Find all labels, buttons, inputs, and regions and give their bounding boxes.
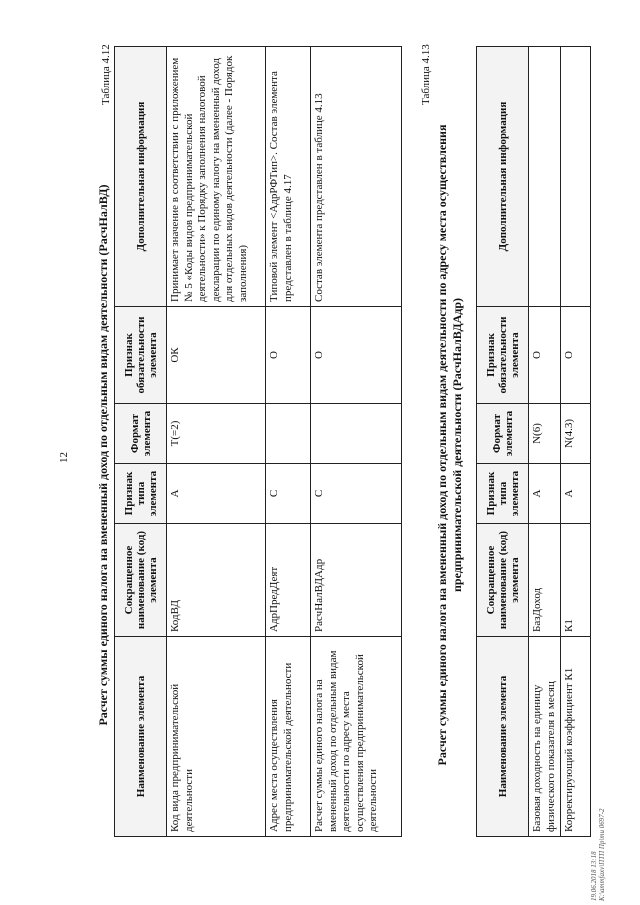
table-13-header: Дополнительная информация (477, 47, 529, 307)
table-cell: А (561, 464, 591, 524)
table-13-header: Наименование элемента (477, 637, 529, 837)
table-cell: О (561, 307, 591, 404)
table-12-header: Формат элемента (115, 404, 167, 464)
table-cell: А (529, 464, 561, 524)
table-cell: Расчет суммы единого налога на вмененный доход по отдельным видам деятельности по адресу места осуществления предпринимательской деятельности (311, 637, 402, 837)
table-cell: Принимает значение в соответствии с приложением № 5 «Коды видов предпринимательской деятельности» к Порядку заполнения налоговой декларации по единому налогу на вмененный доход для отдельных видов деятельности (далее - Порядок заполнения) (167, 47, 266, 307)
footer-path: К:\ammfaxv\ПТП Пр\ти 0697-2 (598, 808, 606, 901)
table-row (167, 47, 266, 837)
table-cell (311, 404, 402, 464)
table-cell: АдрПредДеят (266, 524, 311, 637)
table-row (266, 47, 311, 837)
table-12-caption: Расчет суммы единого налога на вмененный доход по отдельным видам деятельности (РасчНалВД) (96, 184, 110, 726)
table-13 (476, 46, 591, 837)
page-number: 12 (58, 452, 70, 463)
table-cell: КодВД (167, 524, 266, 637)
table-13-header: Признак обязательности элемента (477, 307, 529, 404)
table-cell: О (529, 307, 561, 404)
table-cell: Код вида предпринимательской деятельности (167, 637, 266, 837)
table-12-header: Дополнительная информация (115, 47, 167, 307)
table-cell: К1 (561, 524, 591, 637)
table-cell (529, 47, 561, 307)
table-cell (266, 404, 311, 464)
table-cell: Адрес места осуществления предпринимательской деятельности (266, 637, 311, 837)
table-12-header: Признак обязательности элемента (115, 307, 167, 404)
table-12-label: Таблица 4.12 (100, 44, 112, 105)
table-13-caption-line: Расчет суммы единого налога на вмененный доход по отдельным видам деятельности по адресу места осуществления (435, 124, 449, 766)
table-cell: N(4.3) (561, 404, 591, 464)
table-cell: А (167, 464, 266, 524)
table-13-header: Формат элемента (477, 404, 529, 464)
table-12-header-row (115, 47, 167, 837)
table-row (311, 47, 402, 837)
footer-date: 19.06.2018 13:18 (590, 851, 598, 901)
table-13-caption-line: предпринимательской деятельности (РасчНалВДАдр) (450, 297, 464, 593)
table-cell: РасчНалВДАдр (311, 524, 402, 637)
table-cell: Базовая доходность на единицу физического показателя в месяц (529, 637, 561, 837)
table-cell: БазДоход (529, 524, 561, 637)
table-13-caption (435, 55, 465, 835)
table-12 (114, 46, 402, 837)
table-cell (561, 47, 591, 307)
table-12-header: Признак типа элемента (115, 464, 167, 524)
table-cell: С (266, 464, 311, 524)
table-cell: T(=2) (167, 404, 266, 464)
table-row (529, 47, 561, 837)
table-13-header-row (477, 47, 529, 837)
table-cell: С (311, 464, 402, 524)
table-cell: Корректирующий коэффициент К1 (561, 637, 591, 837)
table-cell: Состав элемента представлен в таблице 4.13 (311, 47, 402, 307)
table-cell: О (311, 307, 402, 404)
table-row (561, 47, 591, 837)
table-cell: N(6) (529, 404, 561, 464)
table-cell: О (266, 307, 311, 404)
table-13-header: Признак типа элемента (477, 464, 529, 524)
table-13-label: Таблица 4.13 (420, 44, 432, 105)
table-cell: Типовой элемент <АдрРФТип>. Состав элемента представлен в таблице 4.17 (266, 47, 311, 307)
footer-stamp (590, 808, 606, 901)
table-13-header: Сокращенное наименование (код) элемента (477, 524, 529, 637)
table-12-header: Наименование элемента (115, 637, 167, 837)
table-cell: ОК (167, 307, 266, 404)
table-12-header: Сокращенное наименование (код) элемента (115, 524, 167, 637)
